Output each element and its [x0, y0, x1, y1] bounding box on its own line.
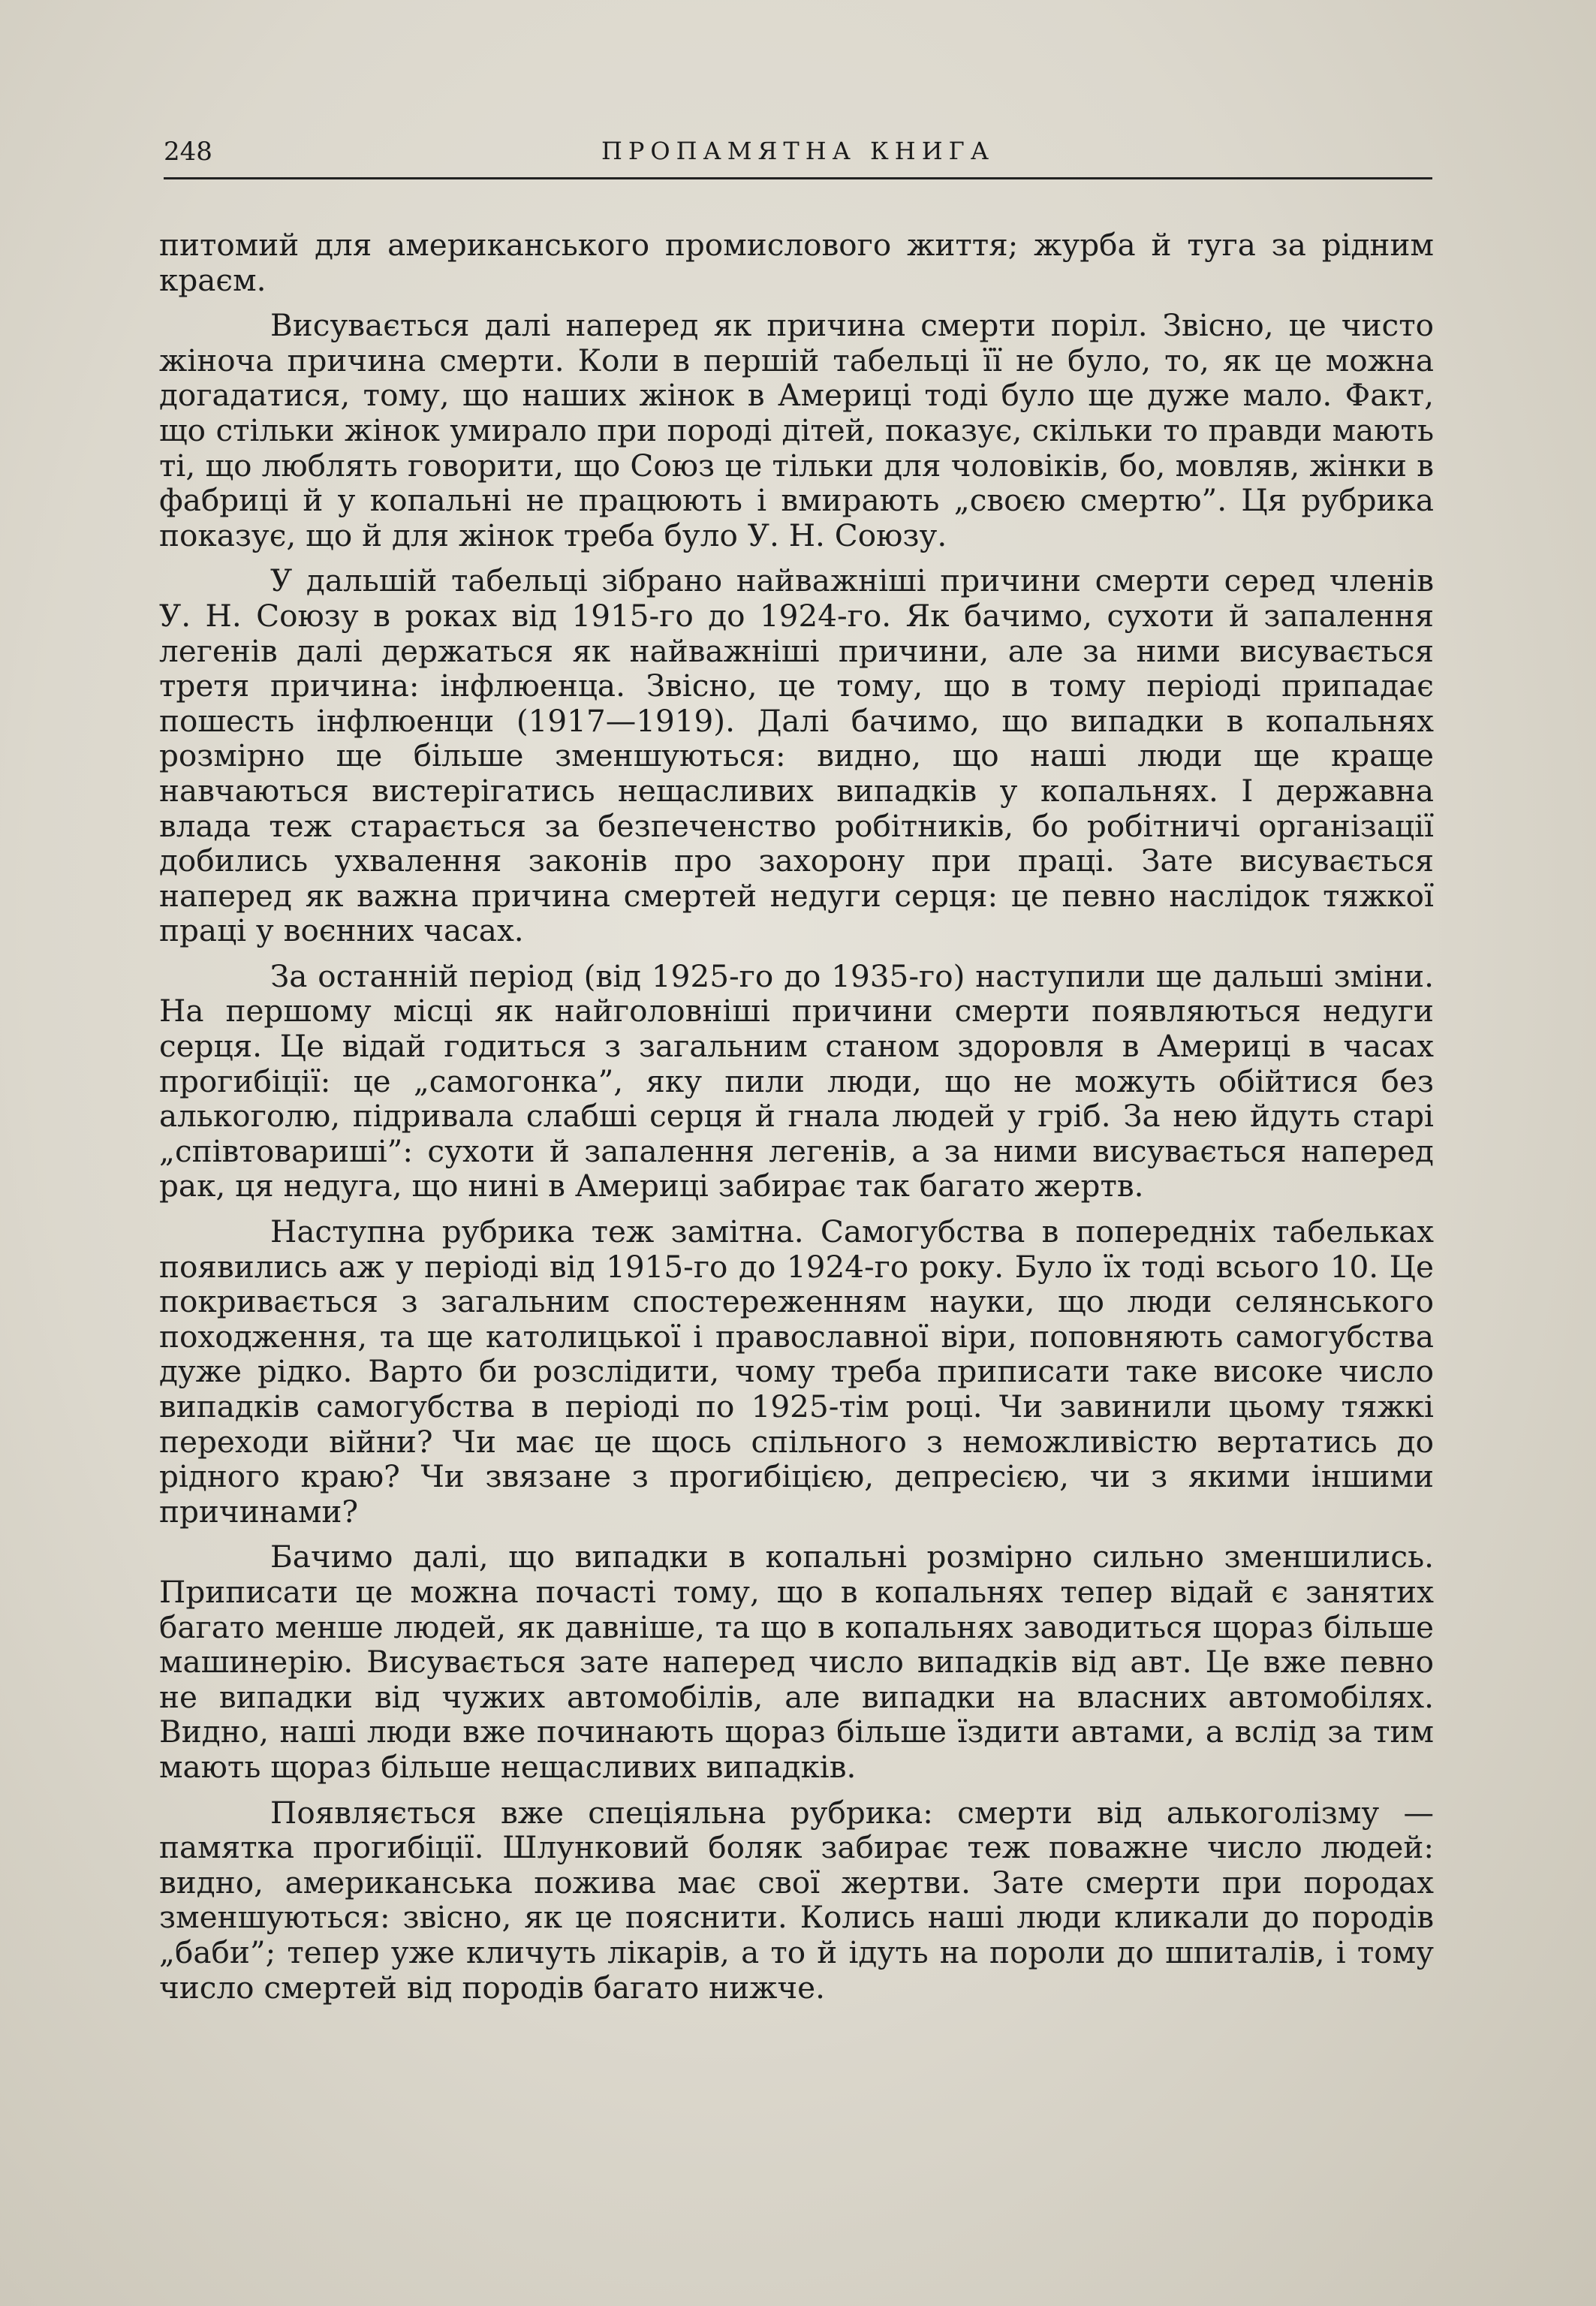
paragraph: Бачимо далі, що випадки в копальні розмірно сильно зменшились. Приписати це можна почасті тому, що в копальнях тепер відай є занятих багато менше людей, як давніше, та що в копальнях заводиться щораз більше машинерію. Висувається зате наперед число випадків від авт. Це вже певно не випадки від чужих автомобілів, але випадки на власних автомобілях. Видно, наші люди вже починають щораз більше їздити автами, а вслід за тим мають щораз більше нещасливих випадків.: [159, 1539, 1434, 1785]
paragraph: Наступна рубрика теж замітна. Самогубства в попередніх табельках появились аж у періоді від 1915-го до 1924-го року. Було їх тоді всього 10. Це покривається з загальним спостереженням науки, що люди селянського походження, та ще католицької і православної віри, поповняють самогубства дуже рідко. Варто би розслідити, чому треба приписати таке високе число випадків самогубства в періоді по 1925-тім році. Чи завинили цьому тяжкі переходи війни? Чи має це щось спільного з неможливістю вертатись до рідного краю? Чи звязане з прогибіцією, депресією, чи з якими іншими причинами?: [159, 1213, 1434, 1530]
paragraph: У дальшій табельці зібрано найважніші причини смерти серед членів У. Н. Союзу в роках від 1915-го до 1924-го. Як бачимо, сухоти й запалення легенів далі держаться як найважніші причини, але за ними висувається третя причина: інфлюенца. Звісно, це тому, що в тому періоді припадає пошесть інфлюенци (1917—1919). Далі бачимо, що випадки в копальнях розмірно ще більше зменшуються: видно, що наші люди ще краще навчаються вистерігатись нещасливих випадків у копальнях. І державна влада теж старається за безпеченство робітників, бо робітничі організації добились ухвалення законів про захорону при праці. Зате висувається наперед як важна причина смертей недуги серця: це певно наслідок тяжкої праці у воєнних часах.: [159, 562, 1434, 949]
running-title: ПРОПАМЯТНА КНИГА: [601, 137, 995, 165]
paragraph: Висувається далі наперед як причина смерти поріл. Звісно, це чисто жіноча причина смерти. Коли в першій табельці її не було, то, як це можна догадатися, тому, що наших жінок в Америці тоді було ще дуже мало. Факт, що стільки жінок умирало при породі дітей, показує, скільки то правди мають ті, що люблять говорити, що Союз це тільки для чоловіків, бо, мовляв, жінки в фабриці й у копальні не працюють і вмирають „своєю смертю”. Ця рубрика показує, що й для жінок треба було У. Н. Союзу.: [159, 307, 1434, 553]
page-number: 248: [164, 137, 212, 167]
paragraph: Появляється вже спеціяльна рубрика: смерти від алькоголізму — памятка прогибіції. Шлунковий боляк забирає теж поважне число людей: видно, американська пожива має свої жертви. Зате смерти при породах зменшуються: звісно, як це пояснити. Колись наші люди кликали до породів „баби”; тепер уже кличуть лікарів, а то й ідуть на пороли до шпиталів, і тому число смертей від породів багато нижче.: [159, 1794, 1434, 2006]
page-header: [164, 132, 1432, 171]
header-rule: [164, 177, 1432, 179]
paragraph: За останній період (від 1925-го до 1935-го) наступили ще дальші зміни. На першому місці як найголовніші причини смерти появляються недуги серця. Це відай годиться з загальним станом здоровля в Америці в часах прогибіції: це „самогонка”, яку пили люди, що не можуть обійтися без алькоголю, підривала слабші серця й гнала людей у гріб. За нею йдуть старі „співтовариші”: сухоти й запалення легенів, а за ними висувається наперед рак, ця недуга, що нині в Америці забирає так багато жертв.: [159, 957, 1434, 1204]
paragraph: питомий для американського промислового життя; журба й туга за рідним краєм.: [159, 227, 1434, 298]
body-text: [159, 228, 1434, 2015]
